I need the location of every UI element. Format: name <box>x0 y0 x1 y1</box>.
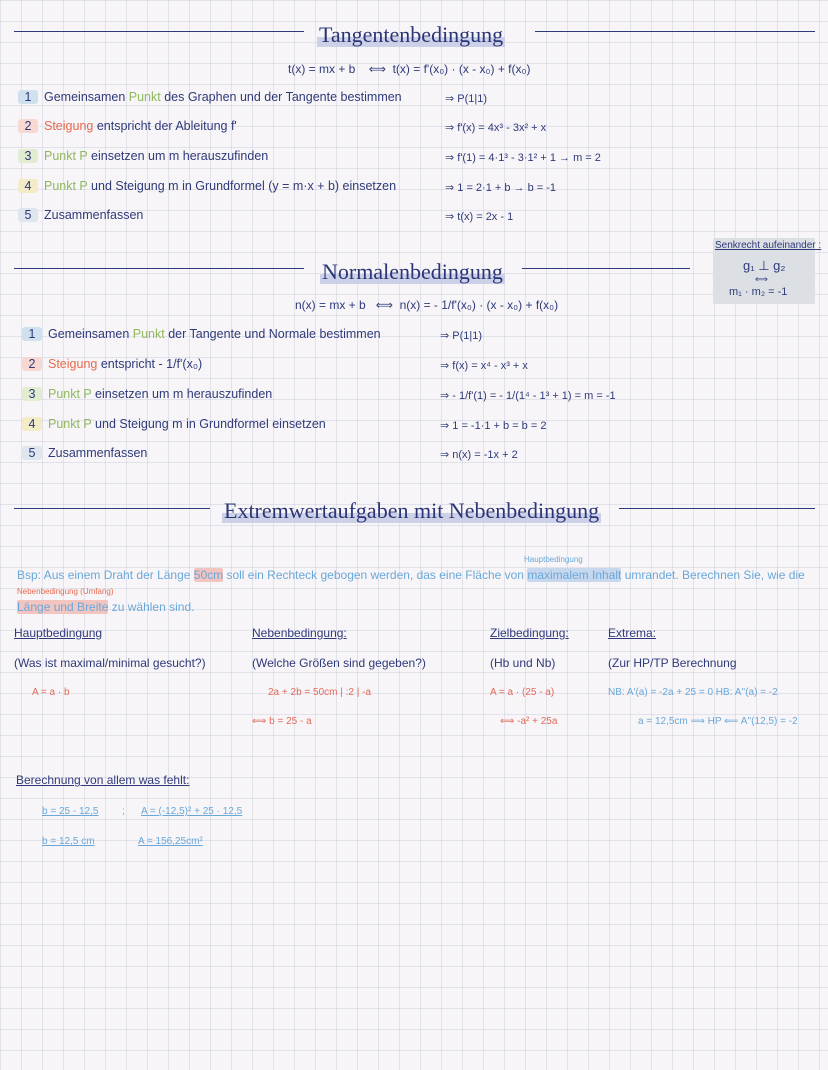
perpendicular-line1: g₁ ⊥ g₂ <box>743 258 786 273</box>
col-nebenbedingung-sub: (Welche Größen sind gegeben?) <box>252 656 426 670</box>
normal-result-1: ⇒ P(1|1) <box>440 330 483 342</box>
step-2: 2 Steigung entspricht - 1/f'(x₀) <box>22 357 202 371</box>
normal-result-4: ⇒ 1 = -1·1 + b = b = 2 <box>440 420 547 432</box>
tangent-result-5: ⇒ t(x) = 2x - 1 <box>445 211 514 223</box>
normal-formula: n(x) = mx + b ⟺ n(x) = - 1/f'(x₀) · (x - x₀) + f(x₀) <box>295 298 559 312</box>
normal-result-5: ⇒ n(x) = -1x + 2 <box>440 449 518 461</box>
step-5: 5 Zusammenfassen <box>22 446 147 460</box>
tangent-formula: t(x) = mx + b ⟺ t(x) = f'(x₀) · (x - x₀) + f(x₀) <box>288 62 531 76</box>
col-extrema: Extrema: <box>608 626 657 640</box>
nb-calc-1: 2a + 2b = 50cm | :2 | -a <box>268 687 372 698</box>
step-3: 3 Punkt P einsetzen um m herauszufinden <box>18 149 268 163</box>
tangent-result-4: ⇒ 1 = 2·1 + b → b = -1 <box>445 182 557 194</box>
nb-calc-2: ⟺ b = 25 - a <box>252 716 312 727</box>
step-2: 2 Steigung entspricht der Ableitung f' <box>18 119 237 133</box>
tangent-title: Tangentenbedingung <box>319 22 504 47</box>
rest-2b: A = 156,25cm² <box>138 836 203 847</box>
section-rule-left <box>14 31 304 32</box>
section-rule-right <box>619 508 815 509</box>
tangent-result-3: ⇒ f'(1) = 4·1³ - 3·1² + 1 → m = 2 <box>445 152 601 164</box>
col-nebenbedingung: Nebenbedingung: <box>252 626 347 640</box>
col-zielbedingung: Zielbedingung: <box>490 626 569 640</box>
rest-title: Berechnung von allem was fehlt: <box>16 773 190 787</box>
tangent-result-2: ⇒ f'(x) = 4x³ - 3x² + x <box>445 122 547 134</box>
section-rule-left <box>14 508 210 509</box>
ex-calc-2: a = 12,5cm ⟹ HP ⟸ A''(12,5) = -2 <box>638 716 798 727</box>
neben-tag: Nebenbedingung (Umfang) <box>17 587 114 596</box>
rest-1sep: ; <box>122 806 125 817</box>
step-1: 1 Gemeinsamen Punkt des Graphen und der Tangente bestimmen <box>18 90 402 104</box>
zb-calc-1: A = a · (25 - a) <box>490 687 555 698</box>
section-rule-left <box>14 268 304 269</box>
perpendicular-box <box>713 238 822 304</box>
section-rule-right <box>535 31 815 32</box>
tangent-result-1: ⇒ P(1|1) <box>445 93 488 105</box>
col-zielbedingung-sub: (Hb und Nb) <box>490 656 556 670</box>
step-4: 4 Punkt P und Steigung m in Grundformel (y = m·x + b) einsetzen <box>18 179 396 193</box>
haupt-tag: Hauptbedingung <box>524 555 583 564</box>
perpendicular-title: Senkrecht aufeinander : <box>715 240 822 251</box>
extrem-title: Extremwertaufgaben mit Nebenbedingung <box>224 498 600 523</box>
col-extrema-sub: (Zur HP/TP Berechnung <box>608 656 737 670</box>
ex-calc-1: NB: A'(a) = -2a + 25 = 0 HB: A''(a) = -2 <box>608 687 778 698</box>
section-rule-right <box>522 268 690 269</box>
hb-calc: A = a · b <box>32 687 70 698</box>
normal-title: Normalenbedingung <box>322 259 503 284</box>
col-hauptbedingung: Hauptbedingung <box>14 626 103 640</box>
rest-2a: b = 12,5 cm <box>42 836 95 847</box>
step-1: 1 Gemeinsamen Punkt der Tangente und Normale bestimmen <box>22 327 381 341</box>
zb-calc-2: ⟺ -a² + 25a <box>500 716 558 727</box>
rest-1b: A = (-12,5)² + 25 · 12,5 <box>141 806 243 817</box>
example-text: Bsp: Aus einem Draht der Länge 50cm soll ein Rechteck gebogen werden, das eine Fläche von maximalem Inhalt umrandet. Berechnen Sie, wie die Länge und Breite zu wählen sind. <box>17 568 805 615</box>
col-hauptbedingung-sub: (Was ist maximal/minimal gesucht?) <box>14 656 206 670</box>
rest-1a: b = 25 - 12,5 <box>42 806 99 817</box>
normal-result-2: ⇒ f(x) = x⁴ - x³ + x <box>440 360 528 372</box>
normal-result-3: ⇒ - 1/f'(1) = - 1/(1⁴ - 1³ + 1) = m = -1 <box>440 390 616 402</box>
perpendicular-line3: m₁ · m₂ = -1 <box>729 286 788 298</box>
perpendicular-line2: ⟺ <box>755 274 768 284</box>
step-3: 3 Punkt P einsetzen um m herauszufinden <box>22 387 272 401</box>
step-5: 5 Zusammenfassen <box>18 208 143 222</box>
step-4: 4 Punkt P und Steigung m in Grundformel einsetzen <box>22 417 326 431</box>
